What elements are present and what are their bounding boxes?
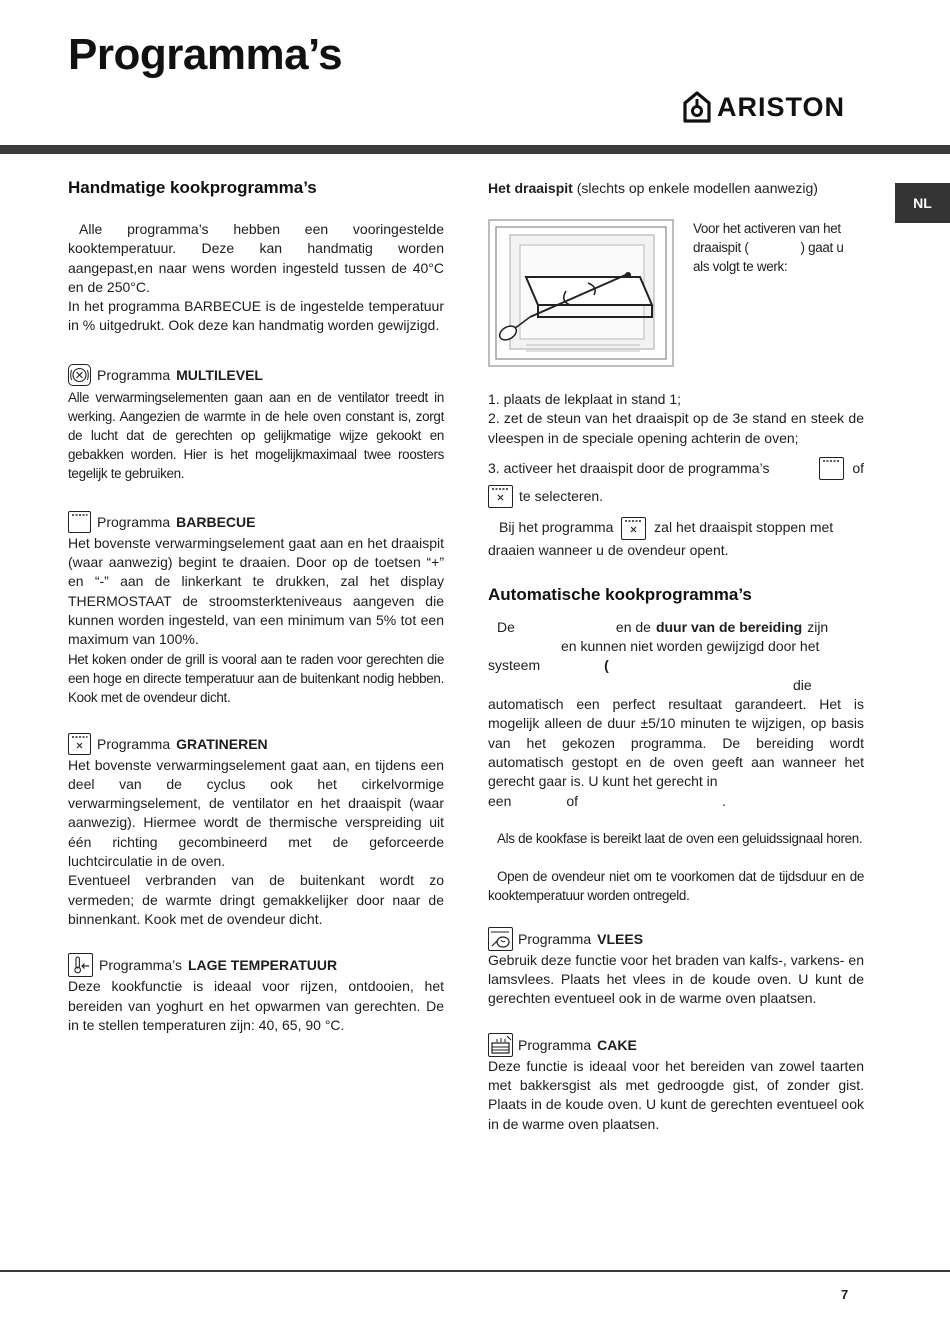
lage-text: Deze kookfunctie is ideaal voor rijzen, ontdooien, het bereiden van yoghurt en het opwarmen van gerechten. De in te stellen temperaturen zijn: 40, 65, 90 °C. xyxy=(68,978,444,1033)
barbecue-prefix: Programma xyxy=(97,513,171,530)
auto-programs-heading: Automatische kookprogramma’s xyxy=(488,584,752,604)
vlees-prefix: Programma xyxy=(518,930,592,947)
multilevel-name: MULTILEVEL xyxy=(176,366,263,383)
auto-last-a: een xyxy=(488,792,512,809)
house-logo-icon xyxy=(683,91,711,123)
cake-heading xyxy=(488,1033,864,1057)
cake-name: CAKE xyxy=(597,1036,637,1053)
multilevel-heading xyxy=(68,363,444,387)
spit-side-text xyxy=(693,219,844,367)
auto-paragraph xyxy=(488,618,864,811)
auto-line-3 xyxy=(488,656,864,675)
auto-l3a: systeem xyxy=(488,657,541,674)
brand-name: ARISTON xyxy=(717,91,846,122)
cake-icon xyxy=(488,1033,513,1057)
page-title: Programma’s xyxy=(68,30,343,79)
auto-l1d: zijn xyxy=(807,618,829,635)
spit-label: Het draaispit xyxy=(488,180,573,196)
auto-note-2: Open de ovendeur niet om te voorkomen dat de tijdsduur en de kooktemperatuur worden ontregeld. xyxy=(488,868,864,903)
right-column xyxy=(488,180,864,1134)
auto-line-2: en kunnen niet worden gewijzigd door het xyxy=(561,638,820,655)
grill-fan-icon xyxy=(68,733,91,755)
spit-step-1: 1. plaats de lekplaat in stand 1; xyxy=(488,391,682,407)
barbecue-heading xyxy=(68,510,444,534)
gratineren-name: GRATINEREN xyxy=(176,735,268,752)
manual-programs-heading: Handmatige kookprogramma’s xyxy=(68,178,317,197)
spit-step-3-line xyxy=(488,457,864,480)
spit-step-3c: te selecteren. xyxy=(519,488,604,505)
spit-side-1: Voor het activeren van het xyxy=(693,221,841,236)
spit-figure-row xyxy=(488,219,864,367)
low-temperature-icon xyxy=(68,953,93,977)
barbecue-text-2: Het koken onder de grill is vooral aan te raden voor gerechten die een hoge en directe temperatuur aan de buitenkant nodig hebben. Kook met de ovendeur dicht. xyxy=(68,651,444,705)
spit-side-3: ) gaat u xyxy=(800,240,844,255)
vlees-heading xyxy=(488,927,864,951)
auto-body: automatisch een perfect resultaat garandeert. Het is mogelijk alleen de duur ±5/10 minuten te wijzigen, op basis van het gekozen programma. De bereiding wordt automatisch gestopt en de oven geeft aan wanneer het gerecht gaar is. U kunt het gerecht in xyxy=(488,696,864,790)
auto-l1c: duur van de bereiding xyxy=(655,618,803,635)
gratineren-text-2: Eventueel verbranden van de buitenkant wordt zo vermeden; de warmte dringt gemakkelijker door naar de binnenkant. Kook met de ovendeur dicht. xyxy=(68,872,444,927)
grill-icon-small xyxy=(819,457,844,480)
manual-intro: Alle programma’s hebben een vooringestelde kooktemperatuur. Deze kan handmatig worden aangepast,en naar wens worden ingesteld tussen de 40°C en de 250°C. xyxy=(68,221,444,295)
grill-fan-icon-inline xyxy=(621,517,646,540)
spit-side-2-line xyxy=(693,238,844,257)
vlees-name: VLEES xyxy=(597,930,644,947)
spit-step-3-line-2 xyxy=(488,485,864,508)
gratineren-prefix: Programma xyxy=(97,735,171,752)
left-column xyxy=(68,178,444,1035)
cake-text: Deze functie is ideaal voor het bereiden van zowel taarten met bakkersgist als met gedroogde gist, of zonder gist. Plaats in de koude oven. U kunt de gerechten eventueel ook in de warme oven plaatsen. xyxy=(488,1057,864,1132)
multilevel-icon xyxy=(68,364,91,386)
multilevel-prefix: Programma xyxy=(97,366,171,383)
barbecue-name: BARBECUE xyxy=(176,513,256,530)
gratineren-text: Het bovenste verwarmingselement gaat aan, en tijdens een deel van de cyclus ook het cirkelvormige verwarmingselement, de ventilator en het draaispit (waar aanwezig). Hiermee wordt de thermische verspreiding uit één richting gecombineerd met de geforceerde luchtcirculatie in de oven. xyxy=(68,756,444,870)
footer-divider xyxy=(0,1270,950,1272)
grill-fan-icon-small xyxy=(488,485,513,508)
spit-heading xyxy=(488,180,864,196)
manual-intro-2: In het programma BARBECUE is de ingestelde temperatuur in % uitgedrukt. Ook deze kan handmatig worden gewijzigd. xyxy=(68,298,444,334)
auto-line-1 xyxy=(488,618,864,637)
auto-l1b: en de xyxy=(615,618,651,635)
auto-note-1: Als de kookfase is bereikt laat de oven een geluidssignaal horen. xyxy=(497,830,863,846)
spit-note: (slechts op enkele modellen aanwezig) xyxy=(576,180,818,196)
lage-name: LAGE TEMPERATUUR xyxy=(188,957,338,974)
oven-spit-drawing xyxy=(490,221,672,365)
barbecue-text: Het bovenste verwarmingselement gaat aan en het draaispit (waar aanwezig) begint te draaien. Door op de toetsen “+” en “-” aan de linkerkant te drukken, zal het display THERMOSTAAT de stroomsterkteniveaus aangeven die kunnen worden ingesteld, van een minimum van 5% tot een maximum van 100%. xyxy=(68,534,444,648)
spit-side-4: als volgt te werk: xyxy=(693,259,788,274)
lage-temperatuur-heading xyxy=(68,953,444,977)
gratineren-heading xyxy=(68,732,444,756)
auto-last-c: . xyxy=(722,792,726,809)
page-number: 7 xyxy=(841,1287,849,1302)
cake-prefix: Programma xyxy=(518,1036,592,1053)
header-divider xyxy=(0,145,950,154)
spit-step-3a: 3. activeer het draaispit door de programma’s xyxy=(488,459,770,476)
auto-l1a: De xyxy=(497,618,515,635)
spit-side-2: draaispit ( xyxy=(693,240,749,255)
grill-icon xyxy=(68,511,91,533)
vlees-text: Gebruik deze functie voor het braden van kalfs-, varkens- en lamsvlees. Plaats het vlees in de koude oven. U kunt de gerechten eventueel ook in de warme oven plaatsen. xyxy=(488,951,864,1007)
auto-last-line xyxy=(488,792,864,811)
multilevel-text: Alle verwarmingselementen gaan aan en de ventilator treedt in werking. Aangezien de warmte in de hele oven constant is, zorgt de lucht dat de gerechten op gelijkmatige wijze gekookt en gebakken worden. Hier is het mogelijkmaximaal twee roosters tegelijk te gebruiken. xyxy=(68,389,444,481)
auto-l3b: ( xyxy=(604,657,609,674)
spit-step-2: 2. zet de steun van het draaispit op de 3e stand en steek de vleespen in de speciale opening achterin de oven; xyxy=(488,410,864,446)
spit-stop-paragraph xyxy=(488,517,864,560)
auto-line-4: die xyxy=(793,676,812,693)
meat-icon xyxy=(488,927,513,951)
rotisserie-illustration xyxy=(488,219,674,367)
spit-stop-a: Bij het programma xyxy=(499,519,614,536)
language-tab: NL xyxy=(895,183,950,223)
spit-step-3b: of xyxy=(852,459,864,476)
brand-logo xyxy=(683,91,845,123)
spit-stop-b: zal het draaispit stoppen met draaien wanneer u de ovendeur opent. xyxy=(488,519,834,558)
lage-prefix: Programma’s xyxy=(99,957,182,974)
auto-last-b: of xyxy=(566,792,579,809)
